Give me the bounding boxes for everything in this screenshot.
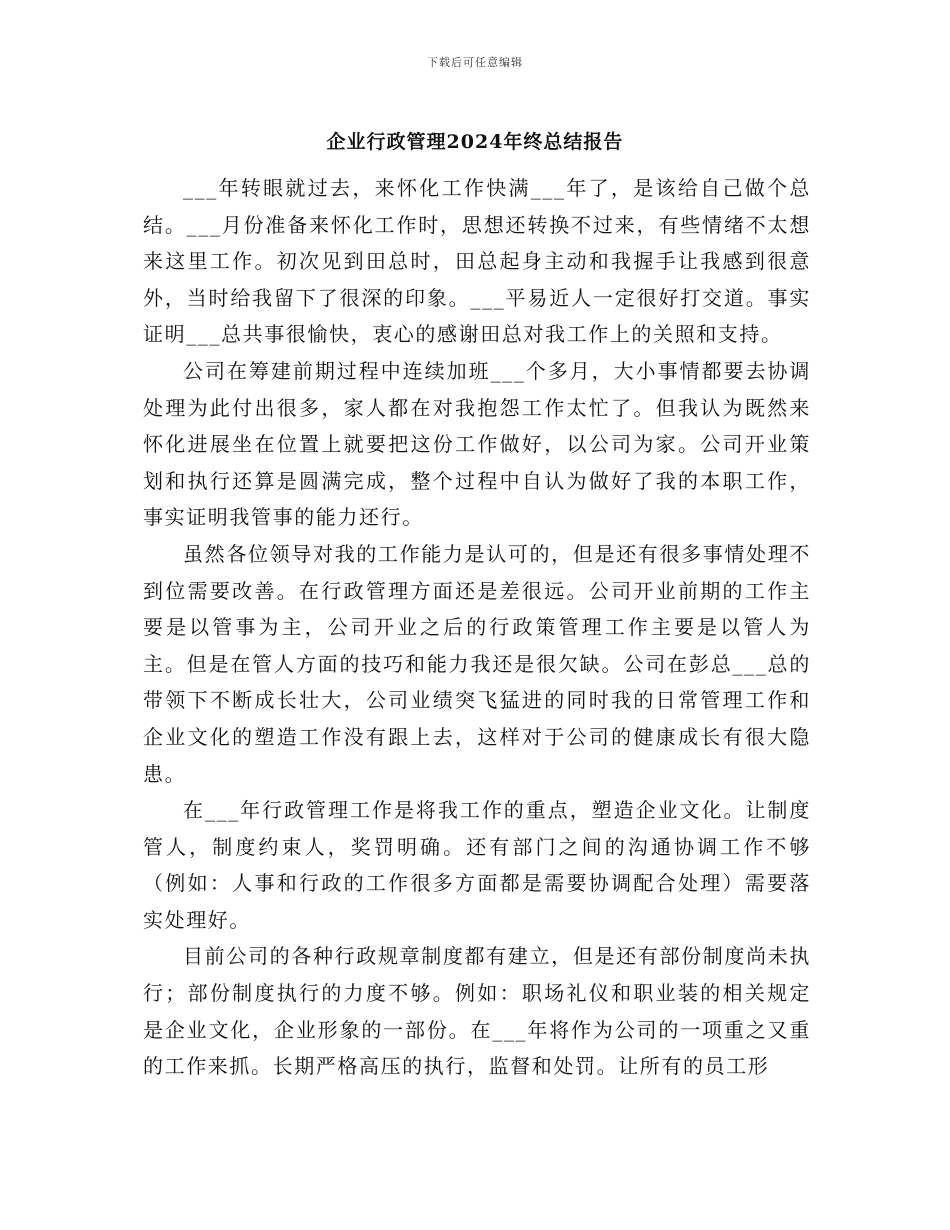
paragraph: 在___年行政管理工作是将我工作的重点，塑造企业文化。让制度管人，制度约束人，奖罚明确。还有部门之间的沟通协调工作不够（例如：人事和行政的工作很多方面都是需要协调配合处理）需要落实处理好。 — [143, 798, 811, 932]
paragraph: 虽然各位领导对我的工作能力是认可的，但是还有很多事情处理不到位需要改善。在行政管理方面还是差很远。公司开业前期的工作主要是以管事为主，公司开业之后的行政策管理工作主要是以管人为主。但是在管人方面的技巧和能力我还是很欠缺。公司在彭总___总的带领下不断成长壮大，公司业绩突飞猛进的同时我的日常管理工作和企业文化的塑造工作没有跟上去，这样对于公司的健康成长有很大隐患。 — [143, 541, 811, 786]
document-title: 企业行政管理2024年终总结报告 — [326, 131, 624, 153]
paragraph: 目前公司的各种行政规章制度都有建立，但是还有部份制度尚未执行；部份制度执行的力度不够。例如：职场礼仪和职业装的相关规定是企业文化，企业形象的一部份。在___年将作为公司的一项重之又重的工作来抓。长期严格高压的执行，监督和处罚。让所有的员工形 — [143, 944, 811, 1079]
header-note: 下载后可任意编辑 — [427, 56, 523, 69]
paragraph: 公司在筹建前期过程中连续加班___个多月，大小事情都要去协调处理为此付出很多，家人都在对我抱怨工作太忙了。但我认为既然来怀化进展坐在位置上就要把这份工作做好，以公司为家。公司开业策划和执行还算是圆满完成，整个过程中自认为做好了我的本职工作，事实证明我管事的能力还行。 — [143, 358, 811, 530]
paragraph: ___年转眼就过去，来怀化工作快满___年了，是该给自己做个总结。___月份准备来怀化工作时，思想还转换不过来，有些情绪不太想来这里工作。初次见到田总时，田总起身主动和我握手让我感到很意外，当时给我留下了很深的印象。___平易近人一定很好打交道。事实证明___总共事很愉快，衷心的感谢田总对我工作上的关照和支持。 — [143, 176, 811, 347]
document-body — [143, 170, 811, 1085]
